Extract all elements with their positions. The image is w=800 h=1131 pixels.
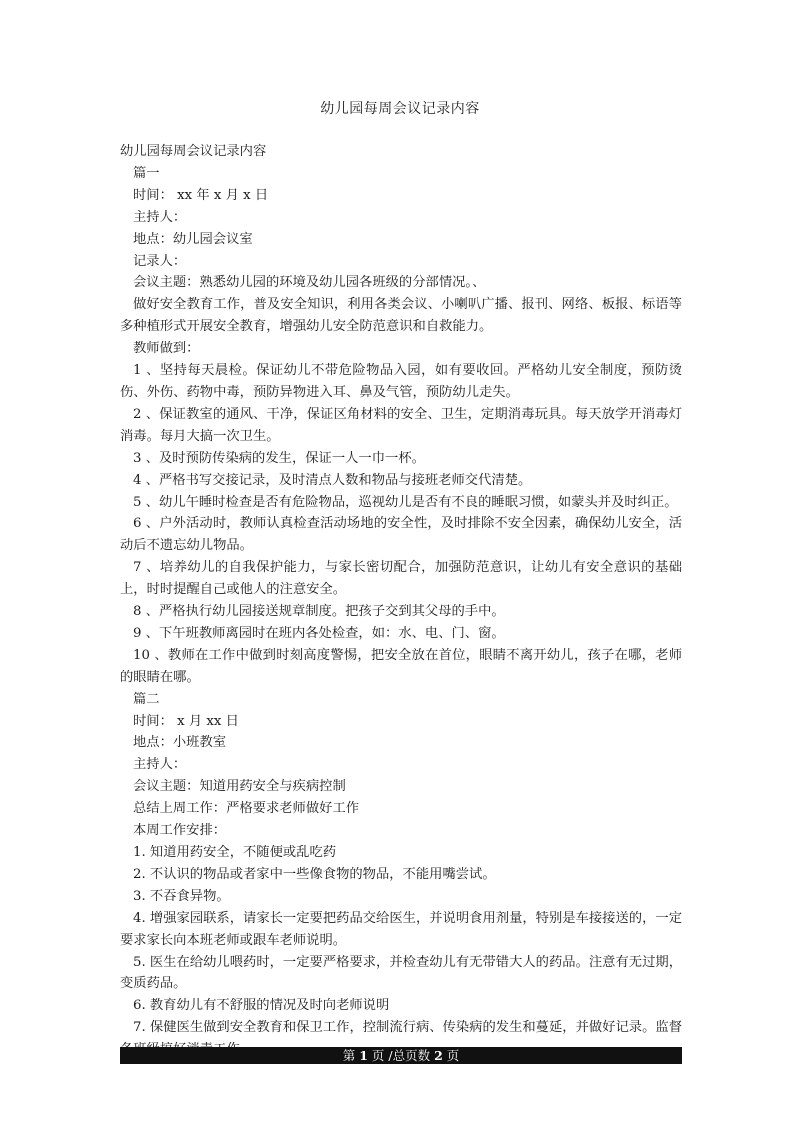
body-line: 主持人： — [133, 209, 187, 225]
footer-page-mid: 页 /总页数 — [371, 1048, 431, 1063]
body-line: 时间： x 月 xx 日 — [133, 713, 239, 729]
document-body — [120, 141, 682, 1061]
body-line: 2 、保证教室的通风、干净，保证区角材料的安全、卫生，定期消毒玩具。每天放学开消毒灯消毒。每月大搞一次卫生。 — [120, 406, 682, 444]
body-line: 总结上周工作：严格要求老师做好工作 — [133, 801, 360, 817]
body-line: 本周工作安排： — [133, 823, 227, 839]
body-line: 1 、坚持每天晨检。保证幼儿不带危险物品入园，如有要收回。严格幼儿安全制度，预防烫伤、外伤、药物中毒，预防异物进入耳、鼻及气管，预防幼儿走失。 — [120, 363, 682, 400]
body-line: 记录人： — [133, 253, 187, 269]
body-line: 篇一 — [133, 165, 160, 181]
body-line: 会议主题：知道用药安全与疾病控制 — [133, 779, 346, 795]
body-line: 主持人： — [133, 757, 187, 773]
body-line: 9 、下午班教师离园时在班内各处检查，如：水、电、门、窗。 — [133, 625, 505, 641]
body-line: 10 、教师在工作中做到时刻高度警惕，把安全放在首位，眼睛不离开幼儿，孩子在哪，老师的眼睛在哪。 — [120, 647, 682, 685]
body-line: 6. 教育幼儿有不舒服的情况及时向老师说明 — [133, 998, 390, 1014]
document-title: 幼儿园每周会议记录内容 — [320, 101, 480, 117]
body-line: 7 、培养幼儿的自我保护能力，与家长密切配合，加强防范意识，让幼儿有安全意识的基础上，时时提醒自己或他人的注意安全。 — [120, 560, 682, 598]
body-line: 地点：幼儿园会议室 — [133, 231, 253, 247]
body-line: 做好安全教育工作，普及安全知识，利用各类会议、小喇叭广播、报刊、网络、板报、标语等多种植形式开展安全教育，增强幼儿安全防范意识和自救能力。 — [120, 297, 682, 335]
body-line: 5. 医生在给幼儿喂药时，一定要严格要求，并检查幼儿有无带错大人的药品。注意有无过期，变质药品。 — [120, 954, 682, 992]
body-line: 会议主题：熟悉幼儿园的环境及幼儿园各班级的分部情况。、 — [133, 275, 486, 291]
body-line: 幼儿园每周会议记录内容 — [120, 144, 267, 159]
body-line: 5 、幼儿午睡时检查是否有危险物品，巡视幼儿是否有不良的睡眠习惯，如蒙头并及时纠正。 — [133, 494, 678, 510]
body-line: 教师做到： — [133, 341, 200, 357]
body-line: 3 、及时预防传染病的发生，保证一人一巾一杯。 — [133, 450, 425, 466]
body-line: 6 、户外活动时，教师认真检查活动场地的安全性，及时排除不安全因素，确保幼儿安全，活动后不遗忘幼儿物品。 — [120, 516, 682, 554]
footer-current-page: 1 — [359, 1048, 368, 1063]
footer-total-pages: 2 — [434, 1048, 443, 1063]
body-line: 时间： xx 年 x 月 x 日 — [133, 187, 269, 203]
body-line: 8 、严格执行幼儿园接送规章制度。把孩子交到其父母的手中。 — [133, 604, 505, 620]
body-line: 7. 保健医生做到安全教育和保卫工作，控制流行病、传染病的发生和蔓延，并做好记录。监督 — [133, 1020, 682, 1036]
body-line: 篇二 — [133, 691, 160, 707]
body-line: 2. 不认识的物品或者家中一些像食物的物品，不能用嘴尝试。 — [133, 866, 496, 882]
body-line: 3. 不吞食异物。 — [133, 888, 230, 904]
body-line: 4. 增强家园联系，请家长一定要把药品交给医生，并说明食用剂量，特别是车接接送的，一定要求家长向本班老师或跟车老师说明。 — [120, 910, 682, 948]
footer-page-prefix: 第 — [342, 1048, 356, 1063]
body-line: 1. 知道用药安全，不随便或乱吃药 — [133, 845, 337, 860]
page-footer — [120, 1047, 682, 1064]
footer-page-suffix: 页 — [446, 1048, 460, 1063]
body-line: 地点：小班教室 — [133, 735, 227, 751]
body-line: 4 、严格书写交接记录，及时清点人数和物品与接班老师交代清楚。 — [133, 472, 532, 488]
